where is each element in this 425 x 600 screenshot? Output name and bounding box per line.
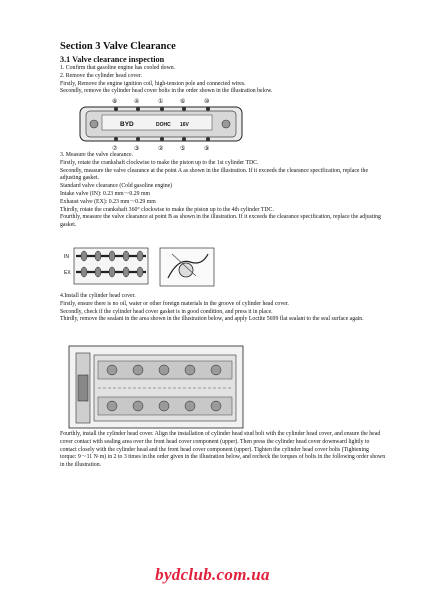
exhaust-label: EX: [64, 270, 71, 276]
text-block-4: [60, 431, 386, 470]
bolt-callout: ⑧: [112, 99, 118, 105]
paragraph-line: Thirdly, rotate the crankshaft 360° clockwise to make the piston up to the 4th cylinder TDC.: [60, 206, 274, 213]
subsection-title: 3.1 Valve clearance inspection: [60, 55, 165, 64]
paragraph-line: Thirdly, remove the sealant in the area shown in the illustration below, and apply Loctite 5699 flat sealant to the seal surface again.: [60, 316, 364, 323]
cylinder-head-sealant-figure: [68, 345, 244, 429]
section-title: Section 3 Valve Clearance: [60, 41, 176, 52]
bolt-callout: ②: [158, 146, 164, 151]
paragraph-line: Firstly, Remove the engine ignition coil, high-tension pole and connected wires.: [60, 80, 246, 87]
text-block-1: [60, 65, 386, 96]
head-cover-bolt-order-figure: [76, 97, 248, 151]
paragraph-line: Firstly, ensure there is no oil, water or other foreign materials in the groove of cylinder head cover.: [60, 300, 289, 307]
bolt-callout: ⑤: [180, 146, 186, 151]
valve-clearance-figure: [64, 244, 216, 290]
paragraph-line: Intake valve (IN): 0.23 mm～0.29 mm: [60, 190, 150, 197]
paragraph-line: 4.Install the cylinder head cover.: [60, 293, 136, 299]
bolt-callout: ⑥: [180, 99, 186, 105]
cover-label-dohc: DOHC: [156, 122, 171, 128]
bolt-callout: ③: [134, 146, 140, 151]
paragraph-line: 2. Remove the cylinder head cover.: [60, 72, 142, 79]
intake-label: IN: [64, 254, 69, 260]
cover-label-16v: 16V: [180, 122, 189, 128]
paragraph-line: 1. Confirm that gasoline engine has cooled down.: [60, 65, 176, 71]
bolt-callout: ⑩: [204, 99, 210, 105]
paragraph-line: Standard valve clearance (Cold gasoline engine): [60, 183, 173, 190]
bolt-callout: ⑦: [112, 146, 118, 151]
paragraph-line: Secondly, remove the cylinder head cover bolts in the order shown in the illustration below.: [60, 88, 273, 95]
bolt-callout: ①: [158, 99, 164, 105]
bolt-callout: ⑨: [204, 146, 210, 151]
text-block-2: [60, 152, 386, 230]
paragraph-line: Firstly, rotate the crankshaft clockwise to make the piston up to the 1st cylinder TDC.: [60, 159, 259, 166]
paragraph-line: Secondly, measure the valve clearance at the point A as shown in the illustration. If it exceeds the clearance specification, replace the adjusting gasket.: [60, 167, 369, 182]
cover-label-byd: BYD: [120, 121, 134, 128]
paragraph-line: Fourthly, measure the valve clearance at point B as shown in the illustration. If it exceeds the clearance specification, replace the adjusting gasket.: [60, 214, 381, 229]
watermark-footer[interactable]: bydclub.com.ua: [155, 565, 270, 584]
paragraph-line: Exhaust valve (EX): 0.23 mm～0.29 mm: [60, 198, 156, 205]
bolt-callout: ④: [134, 99, 140, 105]
text-block-3: [60, 293, 386, 324]
paragraph: Fourthly, install the cylinder head cover. Align the installation of cylinder head stud bolt with the cylinder head cover, and ensure the head cover contact with sealing area over the front head cover component (upper). Then press the cylinder head cover downward lightly to contact closely with the cylinder head and the front head cover component (upper). Tighten the cylinder head cover bolts (Tightening torque: 9～11 N·m) in 2 to 3 times in the order given in the illustration below, and recheck the torques of bolts in the following order shown in the illustration.: [60, 431, 386, 469]
paragraph-line: 3. Measure the valve clearance.: [60, 152, 134, 158]
paragraph-line: Secondly, check if the cylinder head cover gasket is in good condition, and press it in place.: [60, 308, 273, 315]
